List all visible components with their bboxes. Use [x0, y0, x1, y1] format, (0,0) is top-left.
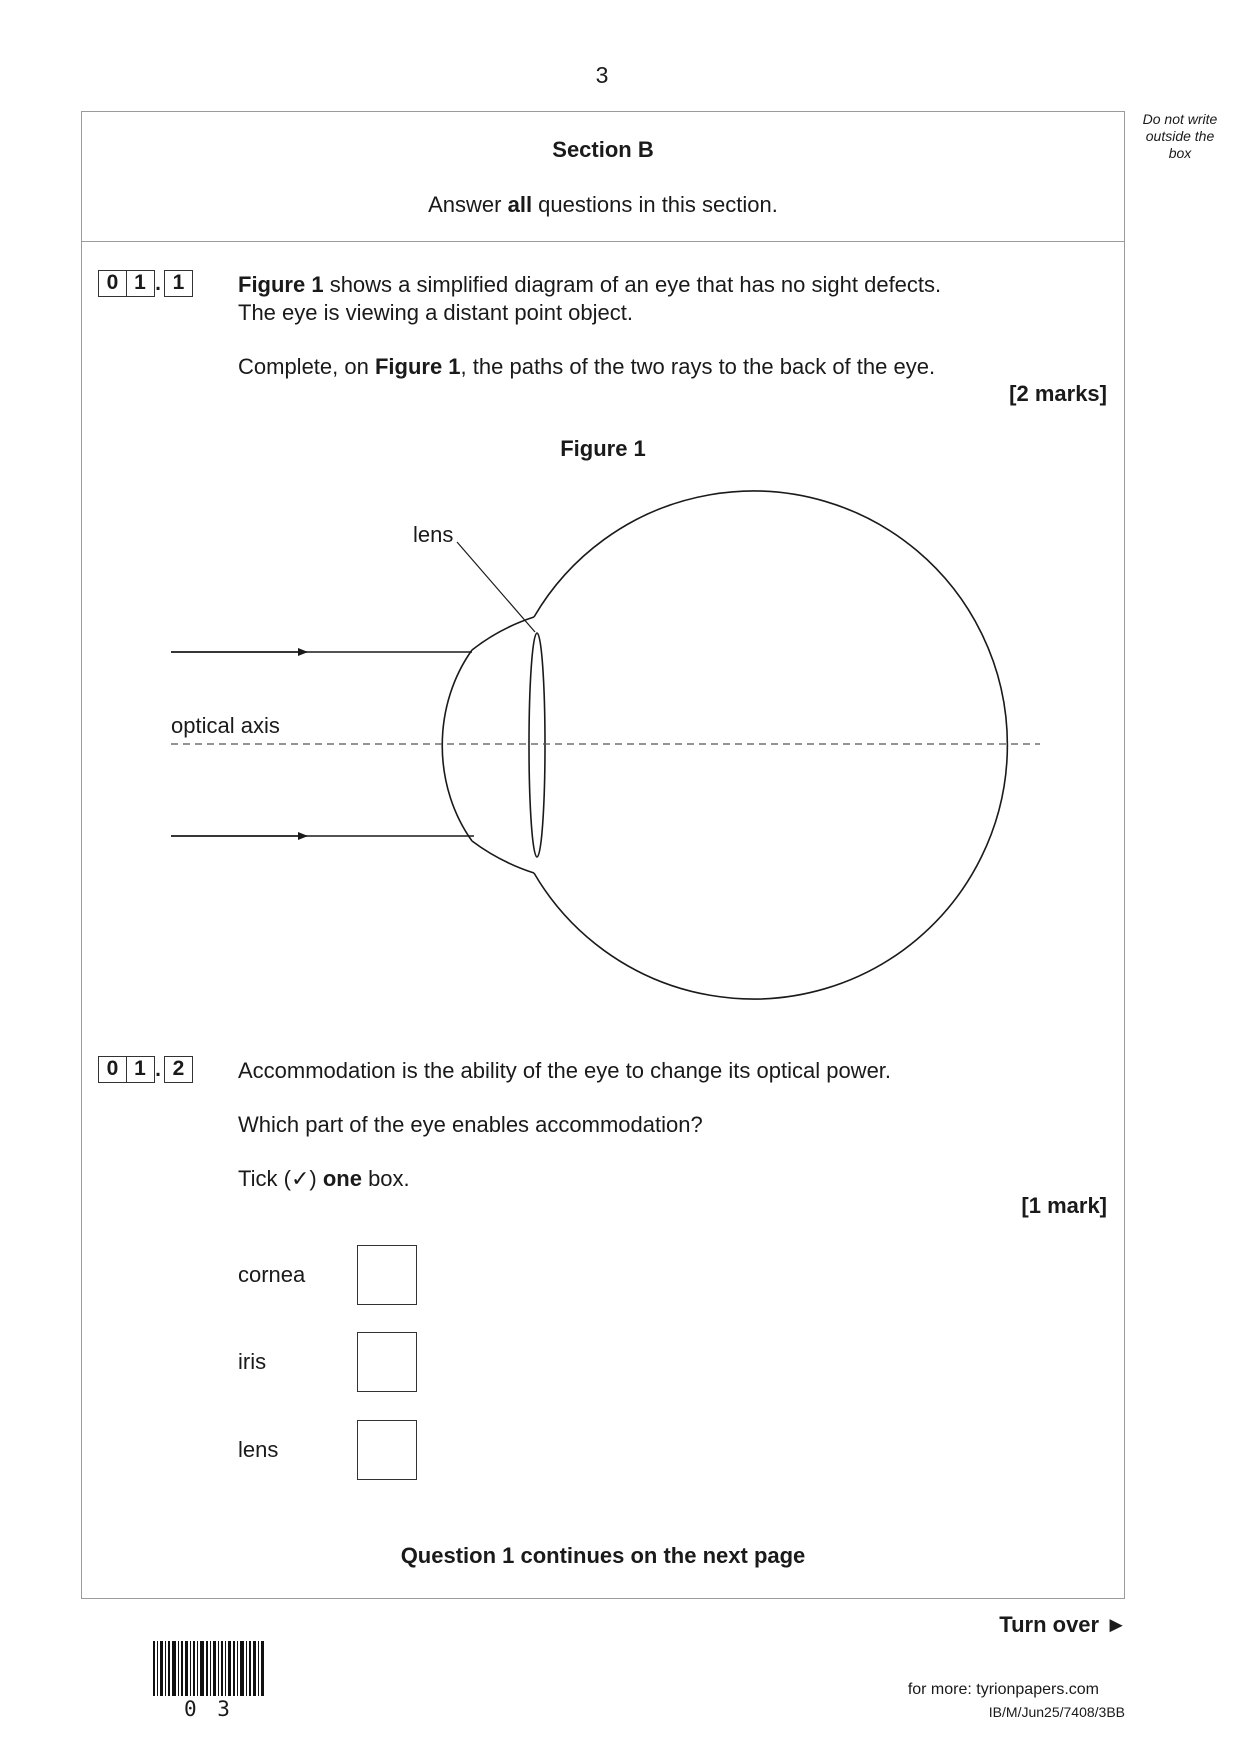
margin-note: Do not write outside the box [1142, 111, 1218, 161]
cornea-outline [442, 650, 472, 841]
barcode-image [153, 1641, 265, 1696]
question-number-01-2 [98, 1056, 192, 1083]
footer-code: IB/M/Jun25/7408/3BB [988, 1704, 1125, 1720]
section-title: Section B [552, 137, 654, 162]
question-digit: 1 [126, 270, 155, 297]
cornea-outline [472, 841, 534, 873]
q1-1-line2: The eye is viewing a distant point object. [238, 300, 634, 325]
question-digit: 1 [164, 270, 193, 297]
question-digit: 0 [98, 270, 127, 297]
barcode-digits: 0 3 [184, 1697, 234, 1721]
lens-leader-line [457, 542, 535, 632]
q1-1-instruction: Complete, on Figure 1, the paths of the two rays to the back of the eye. [238, 354, 936, 379]
section-instruction: Answer all questions in this section. [428, 192, 778, 217]
question-digit: 1 [126, 1056, 155, 1083]
figure-title: Figure 1 [560, 436, 646, 461]
eyeball-outline [534, 491, 1007, 999]
cornea-outline [472, 617, 534, 650]
optical-axis-label: optical axis [171, 713, 280, 738]
page-number: 3 [595, 62, 609, 88]
turn-over-label: Turn over ► [999, 1612, 1127, 1637]
footer-website: for more: tyrionpapers.com [907, 1681, 1099, 1698]
q1-2-question: Which part of the eye enables accommodation? [238, 1112, 703, 1137]
option-label-lens: lens [238, 1437, 279, 1462]
question-digit: 2 [164, 1056, 193, 1083]
tickbox-lens[interactable] [357, 1420, 417, 1480]
lens-shape [529, 633, 545, 857]
q1-1-marks: [2 marks] [1009, 381, 1107, 406]
question-dot: . [155, 271, 161, 295]
continues-note: Question 1 continues on the next page [400, 1543, 806, 1568]
q1-2-line1: Accommodation is the ability of the eye to change its optical power. [238, 1058, 892, 1083]
option-label-iris: iris [238, 1349, 267, 1374]
tickbox-cornea[interactable] [357, 1245, 417, 1305]
question-digit: 0 [98, 1056, 127, 1083]
question-dot: . [155, 1057, 161, 1081]
q1-2-tick-instruction: Tick (✓) one box. [238, 1166, 410, 1191]
option-label-cornea: cornea [238, 1262, 306, 1287]
lens-label: lens [413, 522, 454, 547]
q1-2-marks: [1 mark] [1021, 1193, 1107, 1218]
q1-1-line1: Figure 1 shows a simplified diagram of an eye that has no sight defects. [238, 272, 942, 297]
tickbox-iris[interactable] [357, 1332, 417, 1392]
